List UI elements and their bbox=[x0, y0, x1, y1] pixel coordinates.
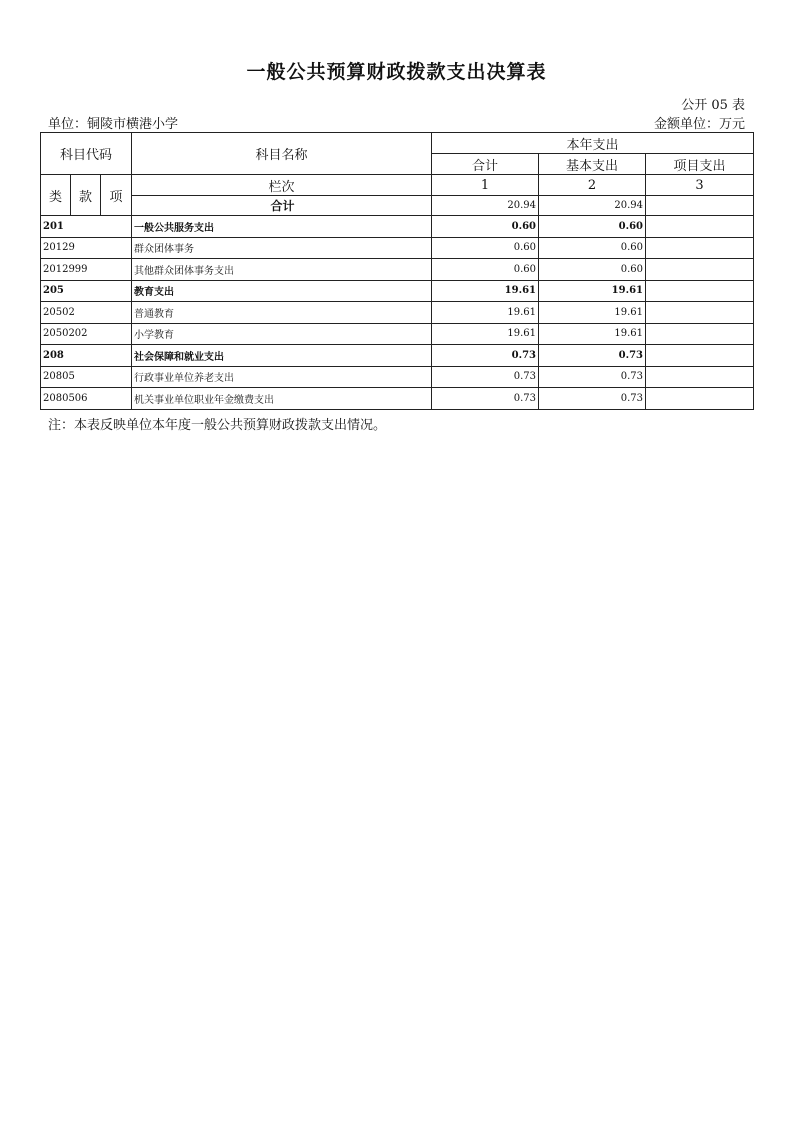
row-project bbox=[646, 216, 754, 238]
row-name: 群众团体事务 bbox=[132, 237, 432, 259]
row-total: 0.73 bbox=[432, 388, 539, 410]
row-code: 2050202 bbox=[41, 323, 132, 345]
row-total: 19.61 bbox=[432, 302, 539, 324]
row-basic: 0.73 bbox=[539, 388, 646, 410]
expense-table bbox=[40, 132, 754, 410]
row-basic: 19.61 bbox=[539, 280, 646, 302]
header-col3: 3 bbox=[646, 175, 754, 196]
header-total: 合计 bbox=[432, 154, 539, 175]
row-total: 0.73 bbox=[432, 366, 539, 388]
money-unit-label: 金额单位：万元 bbox=[653, 117, 745, 132]
row-project bbox=[646, 345, 754, 367]
row-name: 行政事业单位养老支出 bbox=[132, 366, 432, 388]
row-code: 20502 bbox=[41, 302, 132, 324]
header-year-expense: 本年支出 bbox=[432, 133, 754, 154]
row-total: 0.60 bbox=[432, 237, 539, 259]
row-code: 205 bbox=[41, 280, 132, 302]
header-column-label: 栏次 bbox=[132, 175, 432, 196]
row-name: 其他群众团体事务支出 bbox=[132, 259, 432, 281]
row-total: 19.61 bbox=[432, 280, 539, 302]
row-project bbox=[646, 366, 754, 388]
table-row bbox=[41, 280, 754, 302]
row-name: 机关事业单位职业年金缴费支出 bbox=[132, 388, 432, 410]
row-basic: 0.60 bbox=[539, 216, 646, 238]
page-title: 一般公共预算财政拨款支出决算表 bbox=[246, 61, 547, 83]
header-xiang: 项 bbox=[101, 175, 132, 216]
row-name: 小学教育 bbox=[132, 323, 432, 345]
table-row bbox=[41, 259, 754, 281]
row-project bbox=[646, 302, 754, 324]
row-name: 教育支出 bbox=[132, 280, 432, 302]
table-row bbox=[41, 366, 754, 388]
row-total: 19.61 bbox=[432, 323, 539, 345]
table-row bbox=[41, 388, 754, 410]
row-total: 0.60 bbox=[432, 216, 539, 238]
row-project bbox=[646, 388, 754, 410]
row-code: 20805 bbox=[41, 366, 132, 388]
row-project bbox=[646, 323, 754, 345]
row-code: 20129 bbox=[41, 237, 132, 259]
table-note: 注：本表反映单位本年度一般公共预算财政拨款支出情况。 bbox=[48, 418, 387, 433]
row-basic: 0.73 bbox=[539, 366, 646, 388]
row-basic: 0.60 bbox=[539, 259, 646, 281]
header-kuan: 款 bbox=[71, 175, 101, 216]
header-col1: 1 bbox=[432, 175, 539, 196]
form-number: 公开 05 表 bbox=[681, 98, 745, 113]
total-row-label: 合计 bbox=[132, 196, 432, 216]
row-project bbox=[646, 259, 754, 281]
header-col2: 2 bbox=[539, 175, 646, 196]
row-total: 0.60 bbox=[432, 259, 539, 281]
header-name: 科目名称 bbox=[132, 133, 432, 175]
row-name: 社会保障和就业支出 bbox=[132, 345, 432, 367]
total-row-total: 20.94 bbox=[432, 196, 539, 216]
header-project: 项目支出 bbox=[646, 154, 754, 175]
table-row bbox=[41, 216, 754, 238]
header-lei: 类 bbox=[41, 175, 71, 216]
row-name: 普通教育 bbox=[132, 302, 432, 324]
row-code: 2080506 bbox=[41, 388, 132, 410]
row-basic: 0.60 bbox=[539, 237, 646, 259]
table-row bbox=[41, 323, 754, 345]
row-code: 2012999 bbox=[41, 259, 132, 281]
header-code: 科目代码 bbox=[41, 133, 132, 175]
total-row-basic: 20.94 bbox=[539, 196, 646, 216]
row-basic: 0.73 bbox=[539, 345, 646, 367]
row-basic: 19.61 bbox=[539, 323, 646, 345]
row-code: 201 bbox=[41, 216, 132, 238]
row-project bbox=[646, 237, 754, 259]
row-project bbox=[646, 280, 754, 302]
table-row bbox=[41, 345, 754, 367]
table-row bbox=[41, 237, 754, 259]
row-code: 208 bbox=[41, 345, 132, 367]
unit-label: 单位：铜陵市横港小学 bbox=[48, 117, 179, 132]
row-total: 0.73 bbox=[432, 345, 539, 367]
total-row-project bbox=[646, 196, 754, 216]
row-name: 一般公共服务支出 bbox=[132, 216, 432, 238]
header-basic: 基本支出 bbox=[539, 154, 646, 175]
row-basic: 19.61 bbox=[539, 302, 646, 324]
table-row bbox=[41, 302, 754, 324]
